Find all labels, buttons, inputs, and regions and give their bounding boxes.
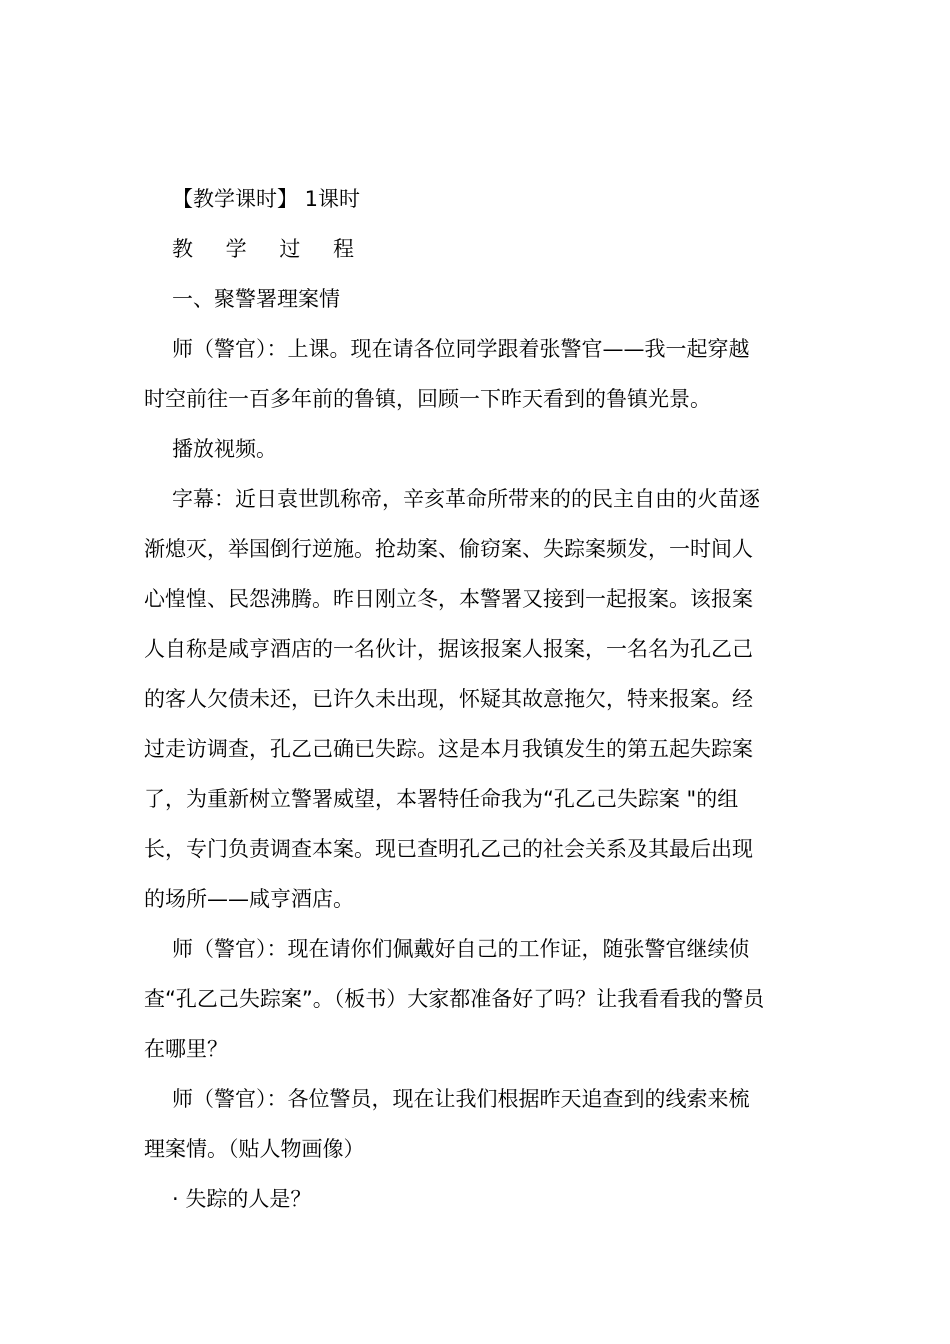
text-line: 了，为重新树立警署威望，本署特任命我为“孔乙己失踪案 "的组 bbox=[144, 787, 739, 811]
text-line: 【教学课时】 1课时 bbox=[172, 187, 361, 211]
text-line: 长，专门负责调查本案。现已查明孔乙己的社会关系及其最后出现 bbox=[144, 837, 753, 861]
text-line: 师（警官）：现在请你们佩戴好自己的工作证，随张警官继续侦 bbox=[172, 937, 750, 961]
text-line: 查“孔乙己失踪案”。（板书）大家都准备好了吗？让我看看我的警员 bbox=[144, 987, 765, 1011]
text-line: 人自称是咸亨酒店的一名伙计，据该报案人报案，一名名为孔乙己 bbox=[144, 637, 753, 661]
text-line: 字幕：近日袁世凯称帝，辛亥革命所带来的的民主自由的火苗逐 bbox=[172, 487, 760, 511]
text-line: 师（警官）：各位警员，现在让我们根据昨天追查到的线索来梳 bbox=[172, 1087, 750, 1111]
text-line: 过走访调查，孔乙己确已失踪。这是本月我镇发生的第五起失踪案 bbox=[144, 737, 753, 761]
text-line: 渐熄灭，举国倒行逆施。抢劫案、偷窃案、失踪案频发，一时间人 bbox=[144, 537, 753, 561]
document-page bbox=[144, 174, 806, 1224]
text-line: 在哪里？ bbox=[144, 1037, 228, 1061]
text-line: 一、聚警署理案情 bbox=[172, 287, 340, 311]
text-line: · 失踪的人是？ bbox=[172, 1187, 312, 1211]
text-line: 教 学 过 程 bbox=[172, 237, 368, 261]
text-line: 心惶惶、民怨沸腾。昨日刚立冬，本警署又接到一起报案。该报案 bbox=[144, 587, 753, 611]
text-line: 的客人欠债未还，已许久未出现，怀疑其故意拖欠，特来报案。经 bbox=[144, 687, 753, 711]
text-line: 的场所——咸亨酒店。 bbox=[144, 887, 354, 911]
text-line: 师（警官）：上课。现在请各位同学跟着张警官——我一起穿越 bbox=[172, 337, 750, 361]
text-line: 播放视频。 bbox=[172, 437, 277, 461]
text-line: 时空前往一百多年前的鲁镇，回顾一下昨天看到的鲁镇光景。 bbox=[144, 387, 711, 411]
text-line: 理案情。（贴人物画像） bbox=[144, 1137, 365, 1161]
